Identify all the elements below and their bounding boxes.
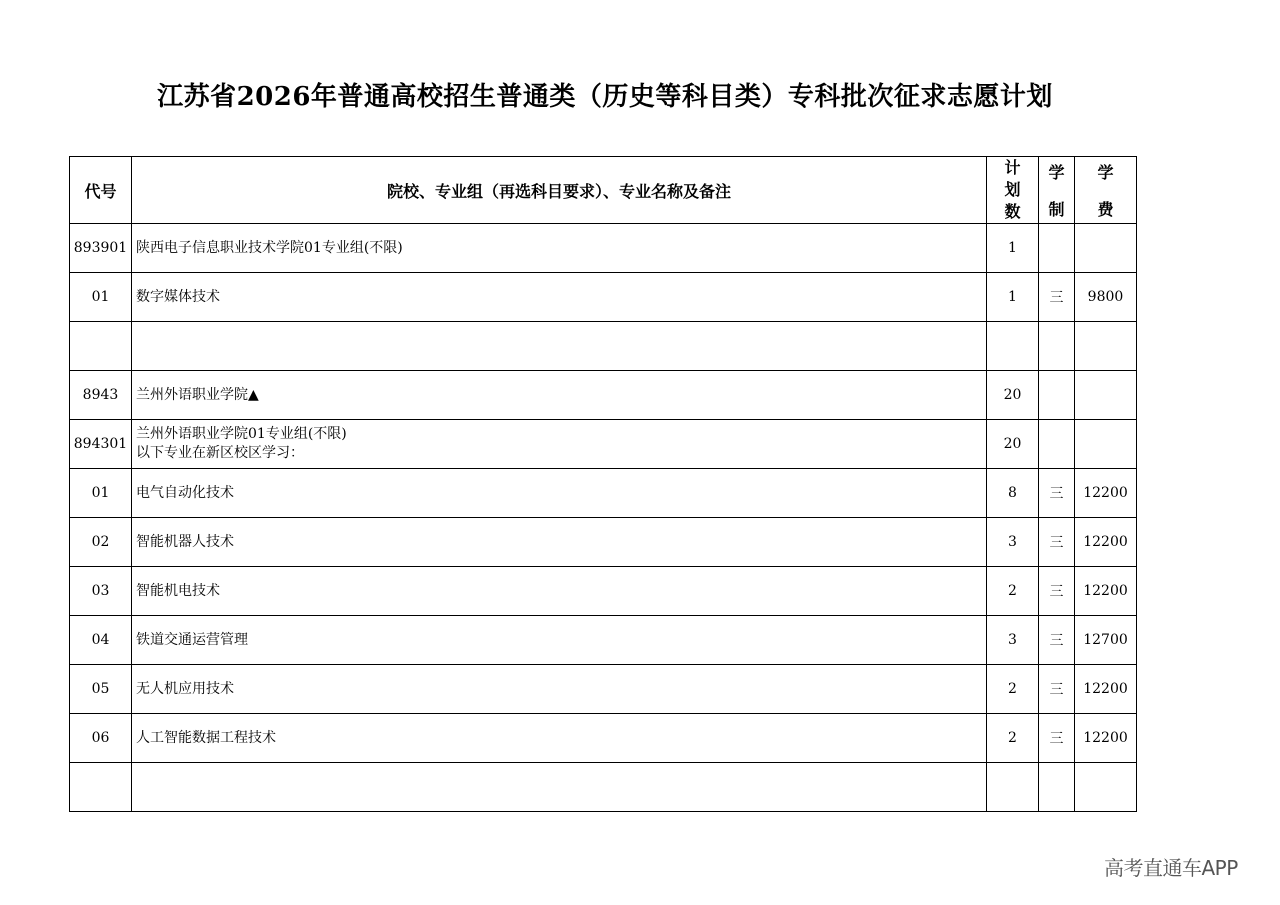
cell-name-text: 兰州外语职业学院▲ bbox=[136, 386, 259, 403]
table-row bbox=[70, 371, 1137, 420]
cell-years bbox=[1039, 763, 1075, 812]
cell-years: 三 bbox=[1039, 665, 1075, 714]
cell-name-text: 数字媒体技术 bbox=[136, 288, 220, 305]
cell-name bbox=[132, 714, 987, 763]
header-plan-char: 数 bbox=[1004, 202, 1021, 221]
cell-years: 三 bbox=[1039, 518, 1075, 567]
cell-name bbox=[132, 469, 987, 518]
watermark: 高考直通车APP bbox=[1104, 856, 1238, 880]
cell-fee: 12200 bbox=[1075, 714, 1137, 763]
cell-plan: 8 bbox=[987, 469, 1039, 518]
cell-plan: 2 bbox=[987, 567, 1039, 616]
cell-years: 三 bbox=[1039, 567, 1075, 616]
cell-name-text: 智能机器人技术 bbox=[136, 533, 234, 550]
cell-name-text: 铁道交通运营管理 bbox=[136, 631, 248, 648]
cell-name bbox=[132, 567, 987, 616]
cell-years bbox=[1039, 322, 1075, 371]
cell-code: 894301 bbox=[70, 420, 132, 469]
cell-code: 8943 bbox=[70, 371, 132, 420]
cell-years: 三 bbox=[1039, 469, 1075, 518]
cell-name bbox=[132, 224, 987, 273]
header-plan-char: 划 bbox=[1004, 180, 1021, 199]
cell-name bbox=[132, 518, 987, 567]
table-row bbox=[70, 469, 1137, 518]
cell-name-text: 无人机应用技术 bbox=[136, 680, 234, 697]
table-row bbox=[70, 665, 1137, 714]
cell-fee: 12200 bbox=[1075, 665, 1137, 714]
cell-name-note: 以下专业在新区校区学习： bbox=[136, 445, 304, 461]
cell-code: 01 bbox=[70, 273, 132, 322]
cell-code: 05 bbox=[70, 665, 132, 714]
cell-fee bbox=[1075, 371, 1137, 420]
cell-fee bbox=[1075, 322, 1137, 371]
cell-name bbox=[132, 665, 987, 714]
enrollment-plan-table bbox=[69, 156, 1137, 812]
page-title: 江苏省2026年普通高校招生普通类（历史等科目类）专科批次征求志愿计划 bbox=[157, 82, 1053, 112]
cell-name-text: 兰州外语职业学院01专业组(不限) bbox=[136, 426, 347, 442]
cell-years: 三 bbox=[1039, 714, 1075, 763]
cell-plan: 2 bbox=[987, 714, 1039, 763]
cell-fee: 12200 bbox=[1075, 567, 1137, 616]
cell-name-text: 陕西电子信息职业技术学院01专业组(不限) bbox=[136, 239, 403, 256]
table-row bbox=[70, 763, 1137, 812]
cell-fee: 12700 bbox=[1075, 616, 1137, 665]
cell-plan: 3 bbox=[987, 518, 1039, 567]
header-years bbox=[1039, 157, 1075, 224]
cell-fee bbox=[1075, 224, 1137, 273]
header-plan bbox=[987, 157, 1039, 224]
cell-fee bbox=[1075, 420, 1137, 469]
cell-code: 06 bbox=[70, 714, 132, 763]
table-row bbox=[70, 322, 1137, 371]
cell-name-text: 人工智能数据工程技术 bbox=[136, 729, 276, 746]
table-header-row bbox=[70, 157, 1137, 224]
cell-plan bbox=[987, 763, 1039, 812]
cell-code bbox=[70, 763, 132, 812]
cell-fee bbox=[1075, 763, 1137, 812]
header-name: 院校、专业组（再选科目要求）、专业名称及备注 bbox=[132, 157, 987, 224]
table-row bbox=[70, 616, 1137, 665]
cell-fee: 9800 bbox=[1075, 273, 1137, 322]
header-fee-char: 费 bbox=[1097, 200, 1114, 219]
cell-code: 04 bbox=[70, 616, 132, 665]
cell-plan: 1 bbox=[987, 224, 1039, 273]
cell-years: 三 bbox=[1039, 616, 1075, 665]
cell-years: 三 bbox=[1039, 273, 1075, 322]
table-row bbox=[70, 714, 1137, 763]
table-row bbox=[70, 420, 1137, 469]
cell-plan: 2 bbox=[987, 665, 1039, 714]
header-plan-char: 计 bbox=[1004, 158, 1021, 177]
header-fee-char: 学 bbox=[1097, 163, 1114, 182]
cell-code: 03 bbox=[70, 567, 132, 616]
cell-code: 01 bbox=[70, 469, 132, 518]
cell-plan: 20 bbox=[987, 371, 1039, 420]
cell-years bbox=[1039, 224, 1075, 273]
header-years-char: 制 bbox=[1048, 200, 1065, 219]
cell-name bbox=[132, 371, 987, 420]
table-row bbox=[70, 273, 1137, 322]
cell-name-text: 智能机电技术 bbox=[136, 582, 220, 599]
cell-plan: 3 bbox=[987, 616, 1039, 665]
cell-years bbox=[1039, 371, 1075, 420]
header-fee bbox=[1075, 157, 1137, 224]
cell-years bbox=[1039, 420, 1075, 469]
cell-name bbox=[132, 616, 987, 665]
table-row bbox=[70, 518, 1137, 567]
cell-code bbox=[70, 322, 132, 371]
table-row bbox=[70, 224, 1137, 273]
cell-plan: 20 bbox=[987, 420, 1039, 469]
cell-name bbox=[132, 273, 987, 322]
cell-name bbox=[132, 322, 987, 371]
cell-code: 893901 bbox=[70, 224, 132, 273]
cell-plan: 1 bbox=[987, 273, 1039, 322]
table-body bbox=[70, 224, 1137, 812]
cell-code: 02 bbox=[70, 518, 132, 567]
cell-name-text: 电气自动化技术 bbox=[136, 484, 234, 501]
cell-name bbox=[132, 763, 987, 812]
table-row bbox=[70, 567, 1137, 616]
header-code: 代号 bbox=[70, 157, 132, 224]
header-years-char: 学 bbox=[1048, 163, 1065, 182]
cell-fee: 12200 bbox=[1075, 469, 1137, 518]
cell-fee: 12200 bbox=[1075, 518, 1137, 567]
cell-name bbox=[132, 420, 987, 469]
cell-plan bbox=[987, 322, 1039, 371]
